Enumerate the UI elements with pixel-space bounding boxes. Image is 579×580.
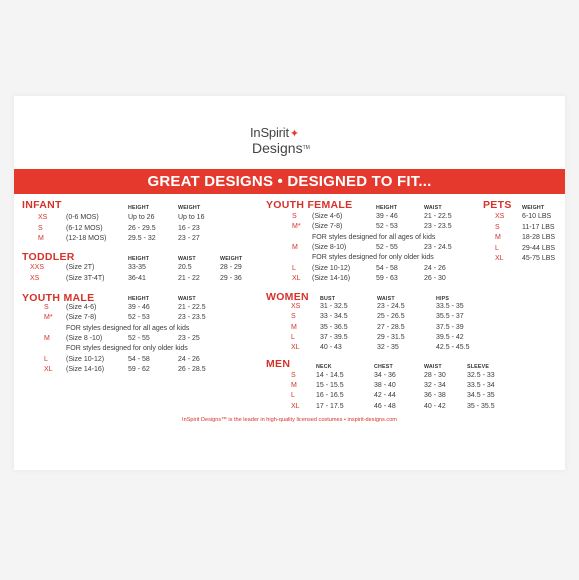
size-label: (6-12 MOS) — [66, 224, 103, 232]
measurement-cell: 20.5 — [178, 264, 192, 271]
pets-header: WEIGHT — [522, 205, 545, 211]
measurement-cell: 39.5 - 42 — [436, 333, 464, 341]
size-code: XL — [291, 402, 300, 410]
measurement-cell: 23 - 23.5 — [424, 223, 452, 231]
size-code: S — [44, 304, 49, 311]
women-header: HIPS — [436, 296, 450, 302]
brand-name-line1: InSpirit — [250, 125, 289, 140]
size-code: L — [292, 264, 296, 272]
measurement-cell: 23 - 23.5 — [178, 314, 206, 322]
toddler-header: HEIGHT — [128, 256, 150, 262]
measurement-cell: 23 - 25 — [178, 334, 200, 342]
size-code: M — [291, 323, 297, 331]
brand-logo — [250, 126, 330, 156]
footer-text: InSpirit Designs™ is the leader in high-quality licensed costumes • inspirit-designs.com — [182, 417, 397, 423]
size-code: S — [292, 213, 297, 220]
infant-header: HEIGHT — [128, 205, 150, 211]
size-code: XXS — [30, 264, 45, 271]
size-code: M — [291, 382, 297, 390]
size-code: L — [291, 333, 295, 341]
measurement-cell: 21 - 22.5 — [178, 304, 206, 311]
measurement-cell: Up to 26 — [128, 214, 155, 221]
measurement-cell: 52 - 53 — [376, 223, 398, 231]
size-label: (Size 14-16) — [312, 274, 351, 282]
measurement-cell: 23 - 24.5 — [424, 243, 452, 251]
size-code: XS — [291, 303, 301, 310]
size-code: M — [44, 334, 50, 342]
measurement-cell: 29 - 36 — [220, 274, 242, 282]
measurement-cell: 42.5 - 45.5 — [436, 344, 470, 352]
measurement-cell: 31 - 32.5 — [320, 303, 348, 310]
measurement-cell: 21 - 22.5 — [424, 213, 452, 220]
size-label: (Size 7-8) — [66, 314, 97, 322]
men-header: NECK — [316, 364, 332, 370]
measurement-cell: 32.5 - 33 — [467, 372, 495, 379]
measurement-cell: 40 - 43 — [320, 344, 342, 352]
measurement-cell: 33.5 - 35 — [436, 303, 464, 310]
size-code: M — [38, 235, 44, 242]
men-section-title: MEN — [266, 358, 291, 370]
size-code: XS — [38, 214, 48, 221]
size-code: XS — [30, 274, 40, 282]
fit-note: FOR styles designed for all ages of kids — [66, 324, 190, 332]
measurement-cell: 39 - 46 — [128, 304, 150, 311]
women-header: BUST — [320, 296, 336, 302]
measurement-cell: 27 - 28.5 — [377, 323, 405, 331]
measurement-cell: 36 - 38 — [424, 392, 446, 400]
measurement-cell: 40 - 42 — [424, 402, 446, 410]
measurement-cell: 42 - 44 — [374, 392, 396, 400]
measurement-cell: 34.5 - 35 — [467, 392, 495, 400]
size-code: M* — [292, 223, 301, 231]
measurement-cell: 25 - 26.5 — [377, 313, 405, 321]
measurement-cell: 16 - 16.5 — [316, 392, 344, 400]
size-code: XS — [495, 213, 505, 220]
measurement-cell: 35 - 36.5 — [320, 323, 348, 331]
size-code: XL — [44, 365, 53, 373]
size-code: M — [495, 234, 501, 241]
youth-male-header: WAIST — [178, 296, 196, 302]
measurement-cell: 59 - 63 — [376, 274, 398, 282]
measurement-cell: 11-17 LBS — [522, 223, 555, 231]
measurement-cell: 37 - 39.5 — [320, 333, 348, 341]
measurement-cell: 36-41 — [128, 274, 146, 282]
size-label: (Size 10-12) — [312, 264, 351, 272]
size-code: S — [291, 313, 296, 321]
infant-section-title: INFANT — [22, 199, 62, 211]
men-header: CHEST — [374, 364, 393, 370]
measurement-cell: 52 - 55 — [376, 243, 398, 251]
measurement-cell: 24 - 26 — [424, 264, 446, 272]
size-label: (Size 2T) — [66, 264, 95, 271]
youth-female-header: WAIST — [424, 205, 442, 211]
measurement-cell: 54 - 58 — [128, 355, 150, 363]
measurement-cell: 45-75 LBS — [522, 255, 556, 262]
measurement-cell: 33 - 34.5 — [320, 313, 348, 321]
toddler-header: WEIGHT — [220, 256, 243, 262]
size-code: M* — [44, 314, 53, 322]
youth-female-header: HEIGHT — [376, 205, 398, 211]
size-label: (12-18 MOS) — [66, 235, 107, 242]
size-label: (Size 7-8) — [312, 223, 343, 231]
measurement-cell: 32 - 35 — [377, 344, 399, 352]
measurement-cell: 17 - 17.5 — [316, 402, 344, 410]
size-code: XL — [292, 274, 301, 282]
measurement-cell: 24 - 26 — [178, 355, 200, 363]
size-code: XL — [291, 344, 300, 352]
measurement-cell: 32 - 34 — [424, 382, 446, 390]
banner-tagline: GREAT DESIGNS • DESIGNED TO FIT... — [14, 169, 565, 194]
measurement-cell: 52 - 55 — [128, 334, 150, 342]
measurement-cell: 59 - 62 — [128, 365, 150, 373]
infant-header: WEIGHT — [178, 205, 201, 211]
brand-name-line2: Designs — [252, 140, 303, 156]
size-code: S — [291, 372, 296, 379]
measurement-cell: 29.5 - 32 — [128, 235, 156, 242]
men-header: SLEEVE — [467, 364, 490, 370]
measurement-cell: 52 - 53 — [128, 314, 150, 322]
measurement-cell: Up to 16 — [178, 214, 205, 221]
measurement-cell: 14 - 14.5 — [316, 372, 344, 379]
measurement-cell: 46 - 48 — [374, 402, 396, 410]
size-label: (Size 3T-4T) — [66, 274, 105, 282]
measurement-cell: 26 - 29.5 — [128, 224, 156, 232]
youth-female-section-title: YOUTH FEMALE — [266, 199, 353, 211]
measurement-cell: 39 - 46 — [376, 213, 398, 220]
women-section-title: WOMEN — [266, 291, 309, 303]
size-label: (Size 14-16) — [66, 365, 105, 373]
measurement-cell: 38 - 40 — [374, 382, 396, 390]
size-code: L — [291, 392, 295, 400]
size-label: (Size 10-12) — [66, 355, 105, 363]
toddler-section-title: TODDLER — [22, 251, 75, 263]
size-label: (0-6 MOS) — [66, 214, 99, 221]
women-header: WAIST — [377, 296, 395, 302]
pets-section-title: PETS — [483, 199, 512, 211]
size-label: (Size 4-6) — [312, 213, 343, 220]
fit-note: FOR styles designed for all ages of kids — [312, 233, 436, 241]
size-label: (Size 8 -10) — [66, 334, 103, 342]
measurement-cell: 26 - 28.5 — [178, 365, 206, 373]
size-code: XL — [495, 255, 504, 262]
measurement-cell: 16 - 23 — [178, 224, 200, 232]
measurement-cell: 23 - 27 — [178, 235, 200, 242]
size-code: L — [44, 355, 48, 363]
trademark-mark: TM — [302, 145, 310, 151]
measurement-cell: 26 - 30 — [424, 274, 446, 282]
measurement-cell: 23 - 24.5 — [377, 303, 405, 310]
fit-note: FOR styles designed for only older kids — [312, 254, 434, 262]
measurement-cell: 33-35 — [128, 264, 146, 271]
size-code: S — [495, 223, 500, 231]
measurement-cell: 35 - 35.5 — [467, 402, 495, 410]
toddler-header: WAIST — [178, 256, 196, 262]
measurement-cell: 21 - 22 — [178, 274, 200, 282]
size-code: M — [292, 243, 298, 251]
measurement-cell: 33.5 - 34 — [467, 382, 495, 390]
measurement-cell: 28 - 29 — [220, 264, 242, 271]
size-code: L — [495, 244, 499, 252]
measurement-cell: 54 - 58 — [376, 264, 398, 272]
measurement-cell: 18-28 LBS — [522, 234, 556, 241]
measurement-cell: 34 - 36 — [374, 372, 396, 379]
measurement-cell: 37.5 - 39 — [436, 323, 464, 331]
size-label: (Size 8-10) — [312, 243, 347, 251]
measurement-cell: 29 - 31.5 — [377, 333, 405, 341]
youth-male-header: HEIGHT — [128, 296, 150, 302]
measurement-cell: 28 - 30 — [424, 372, 446, 379]
size-code: S — [38, 224, 43, 232]
fit-note: FOR styles designed for only older kids — [66, 345, 188, 353]
star-icon: ✦ — [289, 128, 299, 140]
measurement-cell: 6-10 LBS — [522, 213, 552, 220]
youth-male-section-title: YOUTH MALE — [22, 292, 95, 304]
measurement-cell: 35.5 - 37 — [436, 313, 464, 321]
measurement-cell: 29-44 LBS — [522, 244, 556, 252]
men-header: WAIST — [424, 364, 442, 370]
size-label: (Size 4-6) — [66, 304, 97, 311]
measurement-cell: 15 - 15.5 — [316, 382, 344, 390]
